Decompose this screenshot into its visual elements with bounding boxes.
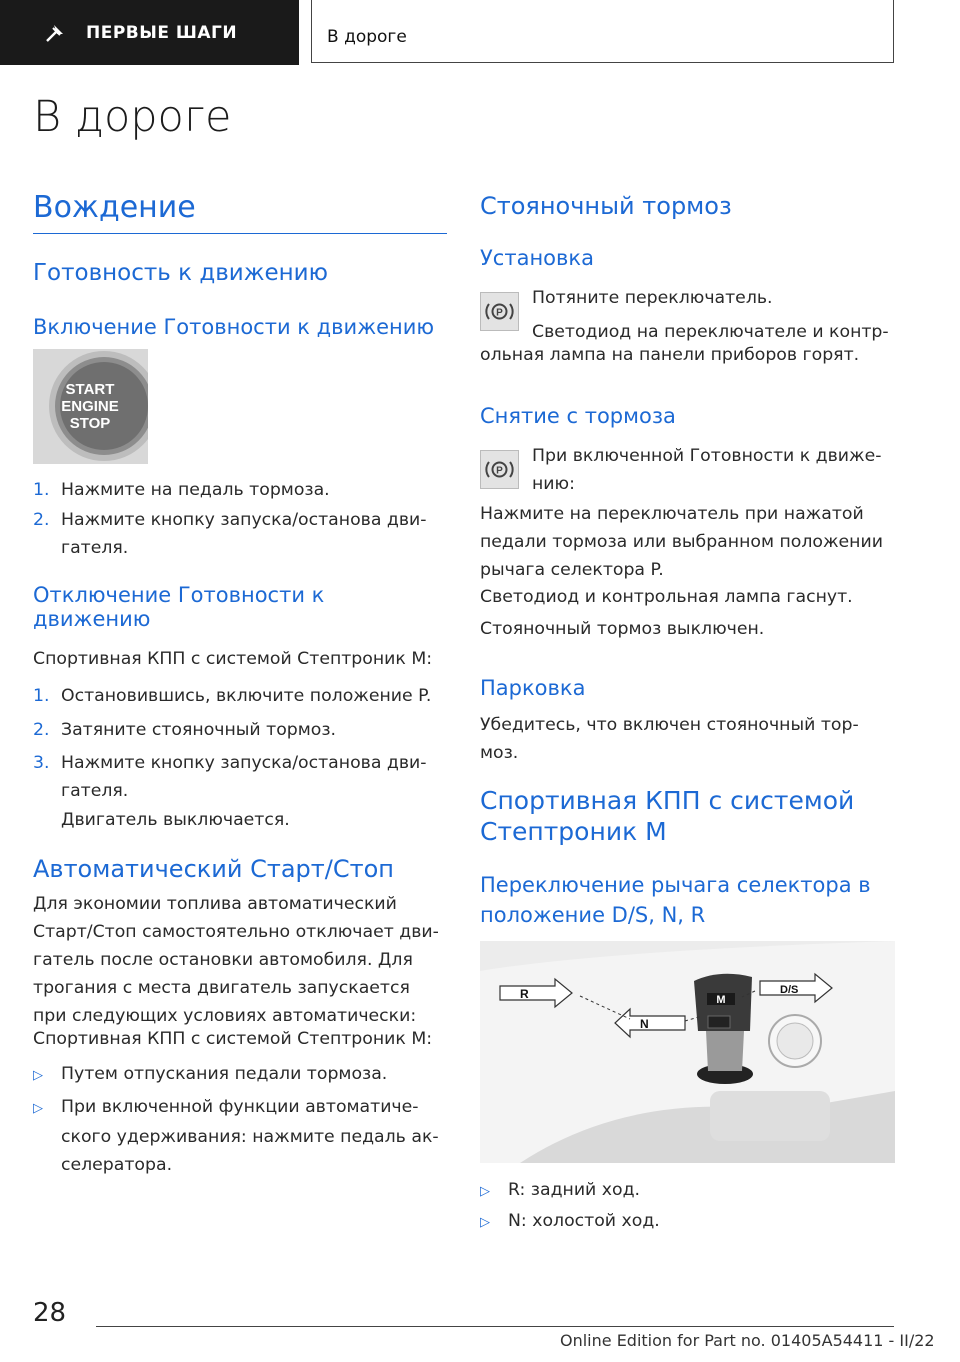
heading-readiness-off: Отключение Готовности к движению (33, 583, 325, 631)
parking-brake-icon (480, 450, 519, 489)
list-item: ▷ При включенной функции автоматиче- ского удерживания: нажмите педаль ак- селератора. (33, 1097, 439, 1175)
svg-text:P: P (496, 465, 503, 477)
gear-label-r: R (520, 987, 529, 1001)
paragraph: Убедитесь, что включен стояночный тор- моз. (480, 715, 859, 763)
start-stop-button-image (33, 349, 148, 464)
section-tab (0, 0, 299, 65)
paragraph: Спортивная КПП с системой Стептроник M: (33, 1029, 433, 1049)
list-item: 3. Нажмите кнопку запуска/останова дви- гателя. (33, 753, 427, 801)
heading-rule (33, 233, 447, 234)
list-item: 1. Остановившись, включите положение P. (33, 686, 432, 706)
heading-steptronic: Спортивная КПП с системой Стептроник M (480, 786, 855, 846)
page-number: 28 (33, 1298, 67, 1328)
button-text-engine: ENGINE (61, 398, 119, 415)
heading-parking-brake: Стояночный тормоз (480, 192, 732, 220)
list-item: 1. Нажмите на педаль тормоза. (33, 480, 330, 500)
chapter-title: В дороге (327, 27, 407, 47)
paragraph: Стояночный тормоз выключен. (480, 619, 765, 639)
parking-brake-icon (480, 292, 519, 331)
paragraph: Нажмите на переключатель при нажатой педали тормоза или выбранном положении рычага селектора P. (480, 504, 883, 580)
list-item: ▷ N: холостой ход. (480, 1211, 660, 1231)
list-item: 2. Затяните стояночный тормоз. (33, 720, 337, 740)
paragraph: Двигатель выключается. (61, 810, 290, 830)
paragraph: При включенной Готовности к движе- нию: (532, 446, 882, 494)
paragraph: Светодиод и контрольная лампа гаснут. (480, 587, 853, 607)
gear-label-n: N (640, 1017, 649, 1031)
section-title: ПЕРВЫЕ ШАГИ (86, 22, 238, 43)
paragraph: Для экономии топлива автоматический Старт/Стоп самостоятельно отключает дви- гатель после остановки автомобиля. Для трогания с места двигатель запускается при следующих условиях автоматически: (33, 894, 439, 1026)
paragraph: ольная лампа на панели приборов горят. (480, 345, 860, 365)
gear-label-ds: D/S (780, 984, 799, 996)
paragraph: Светодиод на переключателе и контр- (532, 322, 889, 342)
paragraph: Спортивная КПП с системой Стептроник M: (33, 649, 433, 669)
heading-set: Установка (480, 246, 594, 270)
button-text-start: START (65, 381, 115, 398)
heading-driving: Вождение (33, 190, 196, 225)
heading-release: Снятие с тормоза (480, 404, 676, 428)
heading-readiness-on: Включение Готовности к движению (33, 315, 435, 339)
list-item: ▷ R: задний ход. (480, 1180, 641, 1200)
heading-shift: Переключение рычага селектора в положение D/S, N, R (480, 873, 871, 927)
page-title: В дороге (33, 92, 232, 142)
gear-selector-image (480, 941, 895, 1163)
paragraph: Потяните переключатель. (532, 288, 773, 308)
heading-readiness: Готовность к движению (33, 260, 328, 286)
footer-edition: Online Edition for Part no. 01405A54411 - II/22 (560, 1331, 935, 1350)
list-item: 2. Нажмите кнопку запуска/останова дви- гателя. (33, 510, 427, 558)
list-item: ▷ Путем отпускания педали тормоза. (33, 1064, 388, 1084)
svg-text:M: M (716, 994, 726, 1006)
chapter-tab (311, 0, 894, 63)
heading-autostart: Автоматический Старт/Стоп (33, 855, 394, 883)
footer-rule (96, 1326, 894, 1327)
button-text-stop: STOP (69, 415, 111, 432)
steering-flag-icon (44, 22, 66, 44)
heading-parking: Парковка (480, 676, 586, 700)
svg-text:P: P (496, 307, 503, 319)
